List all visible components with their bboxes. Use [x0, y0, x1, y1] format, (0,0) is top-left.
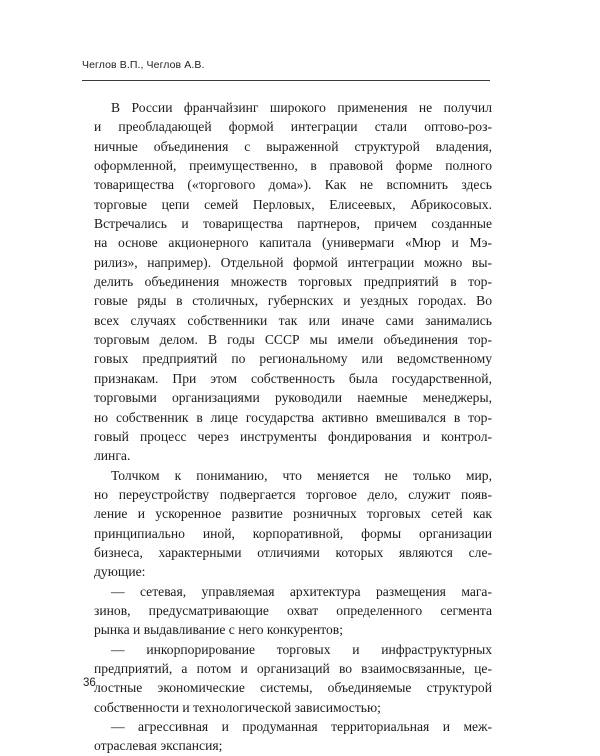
text-line: предприятий, а потом и организаций во взаимосвязанные, це- — [94, 660, 492, 676]
text-line: — инкорпорирование торговых и инфраструктурных — [111, 641, 492, 657]
page-number: 36 — [83, 677, 96, 689]
text-line: — сетевая, управляемая архитектура размещения мага- — [111, 583, 492, 599]
body-text — [94, 98, 492, 756]
text-line: Встречались и товарищества партнеров, причем созданные — [94, 216, 492, 232]
header-rule — [82, 80, 490, 81]
text-line: линга. — [94, 448, 131, 464]
text-line: говый процесс через инструменты фондирования и контрол- — [94, 428, 492, 444]
text-line: отраслевая экспансия; — [94, 738, 223, 754]
text-line: В России франчайзинг широкого применения не получил — [111, 100, 492, 115]
text-line: торговыми организациями руководили наемные менеджеры, — [94, 390, 492, 406]
running-head-authors: Чеглов В.П., Чеглов А.В. — [82, 59, 205, 71]
text-line: говых предприятий по региональному или ведомственному — [94, 351, 492, 367]
text-line: рынка и выдавливание с него конкурентов; — [94, 622, 343, 638]
text-line: Толчком к пониманию, что меняется не только мир, — [111, 467, 492, 483]
text-line: товарищества («торгового дома»). Как не вспомнить здесь — [94, 177, 492, 193]
text-line: собственности и технологической зависимостью; — [94, 699, 381, 715]
text-line: ление и ускоренное развитие розничных торговых сетей как — [94, 506, 492, 522]
text-line: зинов, предусматривающие охват определенного сегмента — [94, 602, 492, 618]
text-line: оформленной, преимущественно, в правовой форме полного — [94, 158, 492, 174]
text-line: ничные объединения с выраженной структурой владения, — [94, 138, 492, 154]
text-line: признакам. При этом собственность была государственной, — [94, 370, 492, 386]
text-line: лостные экономические системы, объединяемые структурой — [94, 680, 492, 696]
text-line: рилиз», например). Отдельной формой интеграции можно вы- — [94, 254, 492, 270]
text-line: но переустройству подвергается торговое дело, служит появ- — [94, 486, 492, 502]
text-line: но собственник в лице государства активно вмешивался в тор- — [94, 409, 492, 425]
text-line: и преобладающей формой интеграции стали оптово-роз- — [94, 119, 492, 135]
text-line: бизнеса, характерными отличиями которых являются сле- — [94, 544, 492, 560]
text-line: на основе акционерного капитала (универмаги «Мюр и Мэ- — [94, 235, 492, 251]
text-line: торговым делом. В годы СССР мы имели объединения тор- — [94, 332, 492, 348]
text-line: всех случаях собственники так или иначе сами занимались — [94, 312, 492, 328]
text-line: делить объединения множеств торговых предприятий в тор- — [94, 274, 492, 290]
text-line: принципиально иной, корпоративной, формы организации — [94, 525, 492, 541]
text-line: — агрессивная и продуманная территориальная и меж- — [111, 719, 492, 734]
text-line: говые ряды в столичных, губернских и уездных городах. Во — [94, 293, 492, 309]
text-line: торговые цепи семей Перловых, Елисеевых, Абрикосовых. — [94, 196, 492, 212]
text-line: дующие: — [94, 564, 146, 580]
